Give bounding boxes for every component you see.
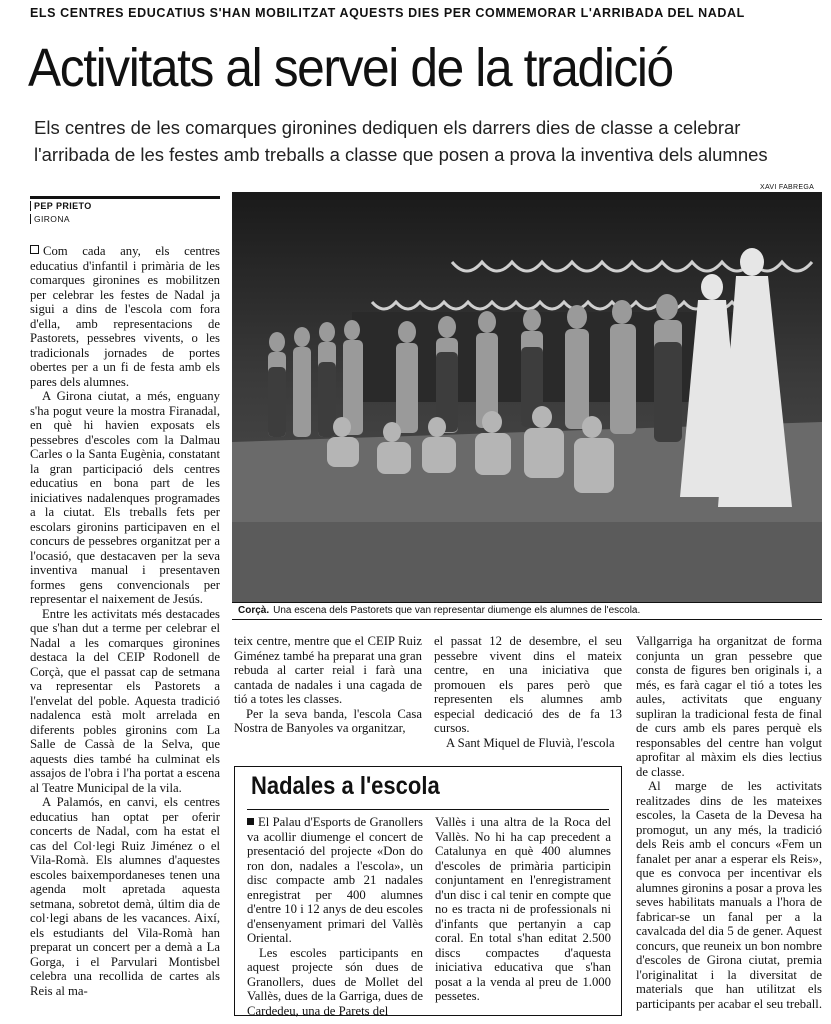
article-column-1 <box>30 244 220 998</box>
paragraph: A Sant Miquel de Fluvià, l'escola <box>446 735 615 750</box>
article-column-4 <box>636 634 822 1011</box>
paragraph: Com cada any, els centres educatius d'infantil i primària de les comarques gironines es mobilitzen per celebrar les festes de Nadal ja sigui a dins de l'escola com fora d'ella, amb representacions de Pastorets, pessebres vivents, o les tradicionals jornades de portes obertes per a un fi de festa amb els pares dels alumnes. <box>30 244 220 389</box>
paragraph: Vallès i una altra de la Roca del Vallès. No hi ha cap precedent a Catalunya en què 400 alumnes d'escoles de primària participin conjuntament en l'enregistrament d'un disc i cal tenir en compte que no es tracta ni de professionals ni d'infants que pertanyin a cap coral. En total s'han editat 2.500 discs compactes d'aquesta iniciativa educativa que s'han posat a la venda al preu de 1.000 pessetes. <box>435 815 611 1003</box>
paragraph: El Palau d'Esports de Granollers va acollir diumenge el concert de presentació del projecte «Don do ron don, nadales a l'escola», un disc compacte amb 21 nadales enregistrat per 400 alumnes d'entre 10 i 12 anys de deu escoles d'ensenyament primari del Vallès Oriental. <box>247 815 423 945</box>
paragraph: Vallgarriga ha organitzat de forma conjunta un gran pessebre que consta de figures ben originals i, a més, es farà cagar el tió a totes les aules, activitats que enguany supliran la tradicional festa de final de curs amb els pares perquè els responsables del centre han volgut aprofitar al màxim els dies lectius de classe. <box>636 634 822 779</box>
paragraph: Per la seva banda, l'escola Casa Nostra de Banyoles va organitzar, <box>234 706 422 735</box>
lead-square-icon <box>247 818 254 825</box>
paragraph: A Girona ciutat, a més, enguany s'ha pogut veure la mostra Firanadal, en què hi havien exposats els pessebres d'escoles com la Dalmau Carles o la Santa Eugènia, constatant la gran participació dels centres educatius en bona part de les iniciatives nadalenques programades a la ciutat. Els treballs fets per escolars gironins participaven en el concurs de pessebres organitzat per a l'ocasió, que destacaven per la seva inventiva manual i presentaven formes gens convencionals per representar el naixement de Jesús. <box>30 389 220 606</box>
photo <box>232 192 822 603</box>
paragraph: Al marge de les activitats realitzades dins de les mateixes escoles, la Caseta de la Devesa ha promogut, un any més, la tradició dels Reis amb el concurs «Fem un fanalet per anar a esperar els Reis», que es convoca per incentivar els alumnes gironins a posar a prova les seves habilitats manuals a l'hora de fabricar-se un fanal per a la cavalcada del dia 5 de gener. Aquest concurs, que reuneix un bon nombre d'escoles de Girona ciutat, premia l'originalitat i la diversitat de materials que han utilitzat els participants per acabar el seu treball. <box>636 779 822 1011</box>
sidebar-rule <box>247 809 609 810</box>
article-column-2 <box>234 634 422 736</box>
caption-text: Una escena dels Pastorets que van representar diumenge els alumnes de l'escola. <box>273 605 641 616</box>
headline: Activitats al servei de la tradició <box>28 38 673 98</box>
caption-place: Corçà. <box>238 605 270 616</box>
sidebar-column-2 <box>435 815 611 1004</box>
author-name: PEP PRIETO <box>30 201 220 211</box>
paragraph: Entre les activitats més destacades que s'han dut a terme per celebrar el Nadal a les comarques gironines destaca la del CEIP Rodonell de Corçà, que el passat cap de setmana va representar els Pastorets a l'envelat del poble. Aquesta tradició nadalenca està molt arrelada en diferents pobles gironins com La Salle de Cassà de la Selva, que aquests dies també ha culminat els assajos de l'obra i l'ha portat a escena al Teatre Municipal de la vila. <box>30 606 220 795</box>
subheadline: Els centres de les comarques gironines dediquen els darrers dies de classe a celebrar l'arribada de les festes amb treballs a classe que posen a prova la inventiva dels alumnes <box>34 117 768 165</box>
byline-rule <box>30 196 220 199</box>
photo-credit: XAVI FABREGA <box>760 184 815 191</box>
paragraph: el passat 12 de desembre, el seu pessebre vivent dins el mateix centre, en una iniciativa que promouen els pares però que representen els alumnes amb especial dedicació des de fa 13 cursos. <box>434 634 622 735</box>
paragraph: A Palamós, en canvi, els centres educatius han optat per oferir concerts de Nadal, com ha estat el cas del Col·legi Ruiz Jiménez o el Vila-Romà. Els alumnes d'aquestes escoles baixempordaneses tenen una agenda molt apretada aquesta setmana, sobretot demà, últim dia de col·legi abans de les vacances. Així, els estudiants del Vila-Romà han preparat un concert per a demà a La Gorga, i el Parvulari Montisbel celebra una recollida de cartes als Reis al ma- <box>30 795 220 998</box>
kicker: ELS CENTRES EDUCATIUS S'HAN MOBILITZAT AQUESTS DIES PER COMMEMORAR L'ARRIBADA DEL NADAL <box>30 6 745 20</box>
byline <box>30 196 220 224</box>
paragraph: teix centre, mentre que el CEIP Ruiz Giménez també ha preparat una gran rebuda al carter reial i farà una cantada de nadales i una cagada de tió a totes les classes. <box>234 634 422 706</box>
photo-caption <box>232 602 822 620</box>
author-location: GIRONA <box>30 214 220 224</box>
sidebar-box <box>234 766 622 1016</box>
nativity-play-photo-icon <box>232 192 822 602</box>
lead-box-icon <box>30 245 39 254</box>
sidebar-title: Nadales a l'escola <box>251 772 440 800</box>
paragraph: Les escoles participants en aquest projecte són dues de Granollers, dues de Mollet del Vallès, dues de la Garriga, dues de Cardedeu, una de Parets del <box>247 945 423 1018</box>
article-column-3 <box>434 634 622 750</box>
sidebar-column-1 <box>247 815 423 1018</box>
